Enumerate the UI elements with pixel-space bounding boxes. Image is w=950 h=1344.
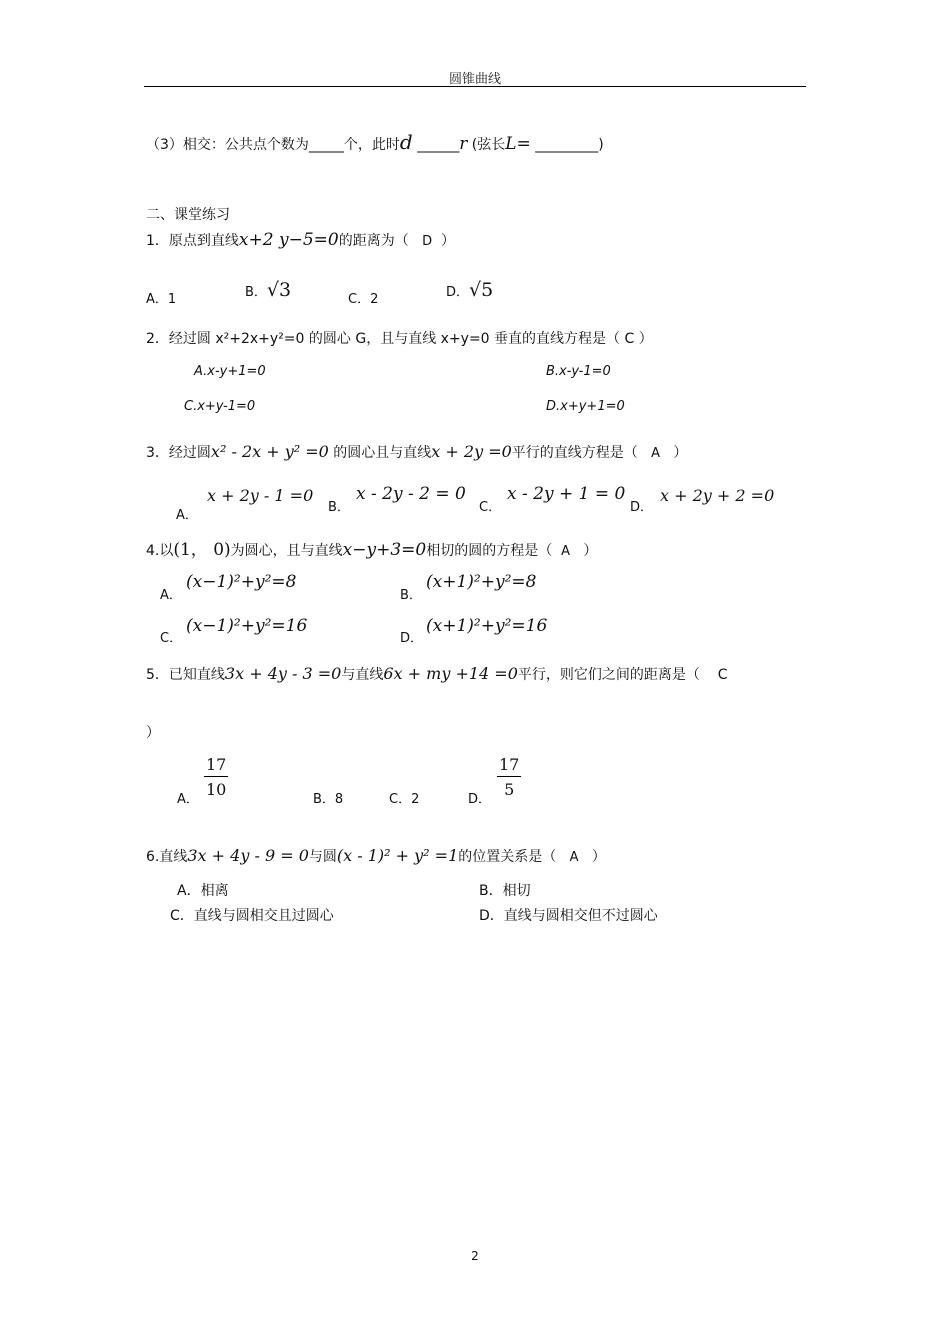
q1-answer: D [422,234,433,249]
chord-close: ) [598,137,604,153]
q3-option-a: x + 2y - 1 =0 [207,486,314,505]
question-6 [146,846,606,866]
intersect-line [146,130,604,154]
q6-circle-eq: (x - 1)² + y² =1 [336,846,459,865]
q3-option-b: x - 2y - 2 = 0 [356,484,466,504]
q5-option-a-denominator: 10 [206,780,227,799]
q1-option-b: B．√3 [245,279,292,301]
q4-option-d: (x+1)²+y²=16 [426,616,548,636]
q5-option-d-denominator: 5 [504,780,515,799]
q1-close: ） [440,233,455,249]
section-title: 二、课堂练习 [146,207,230,223]
q4-number: 4.以 [146,543,174,559]
q6-option-c: C．直线与圆相交且过圆心 [170,908,334,924]
q4-option-b-label: B． [400,588,422,603]
q5-tail: 平行，则它们之间的距离是（ [517,667,700,683]
q5-option-a-fraction [204,755,228,799]
q3-option-a-label: A． [176,508,198,523]
q3-option-b-label: B． [328,500,350,515]
q6-tail: 的位置关系是（ [458,849,557,865]
page-header: 圆锥曲线 [448,72,501,87]
q5-line2-eq: 6x + my +14 =0 [383,664,518,683]
q5-mid: 与直线 [341,667,384,683]
q3-mid: 的圆心且与直线 [333,445,432,461]
var-L: L= [505,134,531,154]
q1-number: 1．原点到直线 [146,233,239,249]
var-r: r [459,134,468,154]
q2-option-a: A.x-y+1=0 [194,364,266,379]
header-divider [144,86,806,87]
q4-line-eq: x−y+3=0 [342,540,427,560]
question-1 [146,230,455,250]
q3-circle-eq: x² - 2x + y² =0 [210,442,329,461]
q6-number: 6.直线 [146,849,188,865]
q4-mid: 为圆心，且与直线 [230,543,343,559]
q4-option-b: (x+1)²+y²=8 [426,572,537,592]
q4-option-d-label: D． [400,631,424,646]
q1-tail: 的距离为（ [338,233,409,249]
q4-answer: A [561,544,571,559]
q6-answer: A [569,850,579,865]
q2-option-d: D.x+y+1=0 [546,399,625,414]
q4-tail: 相切的圆的方程是（ [426,543,553,559]
q6-mid: 与圆 [308,849,337,865]
q3-option-d: x + 2y + 2 =0 [660,486,775,505]
q1-option-d: D．√5 [446,279,494,301]
q5-option-d-numerator: 17 [497,755,521,777]
page-number: 2 [471,1249,479,1263]
q5-line1-eq: 3x + 4y - 3 =0 [224,664,342,683]
q6-option-b: B．相切 [479,883,531,899]
q1-equation: x+2 y−5=0 [238,230,339,250]
q3-line-eq: x + 2y =0 [431,442,512,461]
chord-label: (弦长 [471,137,506,153]
q5-close: ） [146,725,160,741]
blank-count: _____ [308,137,344,153]
q5-option-b: B．8 [313,792,344,807]
q5-number: 5．已知直线 [146,667,225,683]
var-d: d [399,130,413,154]
q3-tail: 平行的直线方程是（ [511,445,638,461]
q2-option-c: C.x+y-1=0 [184,399,256,414]
q5-option-c: C．2 [389,792,420,807]
question-5 [146,664,727,684]
q5-option-d-label: D． [468,792,492,807]
q5-option-a-label: A． [177,792,199,807]
q4-option-c: (x−1)²+y²=16 [186,616,308,636]
q4-point: (1， 0) [173,540,231,560]
q6-line-eq: 3x + 4y - 9 = 0 [187,846,309,865]
q3-option-c-label: C． [479,500,502,515]
intersect-prefix: （3）相交：公共点个数为 [146,137,309,153]
q1-option-c: C．2 [348,292,379,307]
q5-answer: C [717,667,728,683]
blank-chord: _________ [535,137,599,153]
intersect-mid: 个，此时 [343,137,400,153]
question-3 [146,442,687,462]
question-4 [146,535,597,560]
q6-option-a: A．相离 [177,883,229,899]
q5-option-a-numerator: 17 [204,755,228,777]
q6-option-d: D．直线与圆相交但不过圆心 [479,908,658,924]
blank-relation: ______ [417,137,460,153]
q4-option-c-label: C． [160,631,183,646]
question-2: 2．经过圆 x²+2x+y²=0 的圆心 G，且与直线 x+y=0 垂直的直线方程是（ C ） [146,331,653,347]
q3-option-c: x - 2y + 1 = 0 [507,484,626,504]
q3-close: ） [673,445,688,461]
q6-close: ） [591,849,606,865]
q3-number: 3．经过圆 [146,445,211,461]
q4-close: ） [583,543,598,559]
q1-option-a: A．1 [146,292,177,307]
q4-option-a-label: A． [160,588,182,603]
q4-option-a: (x−1)²+y²=8 [186,572,297,592]
q2-option-b: B.x-y-1=0 [546,364,611,379]
q5-option-d-fraction [497,755,521,799]
q3-answer: A [651,446,661,461]
q3-option-d-label: D． [630,500,654,515]
